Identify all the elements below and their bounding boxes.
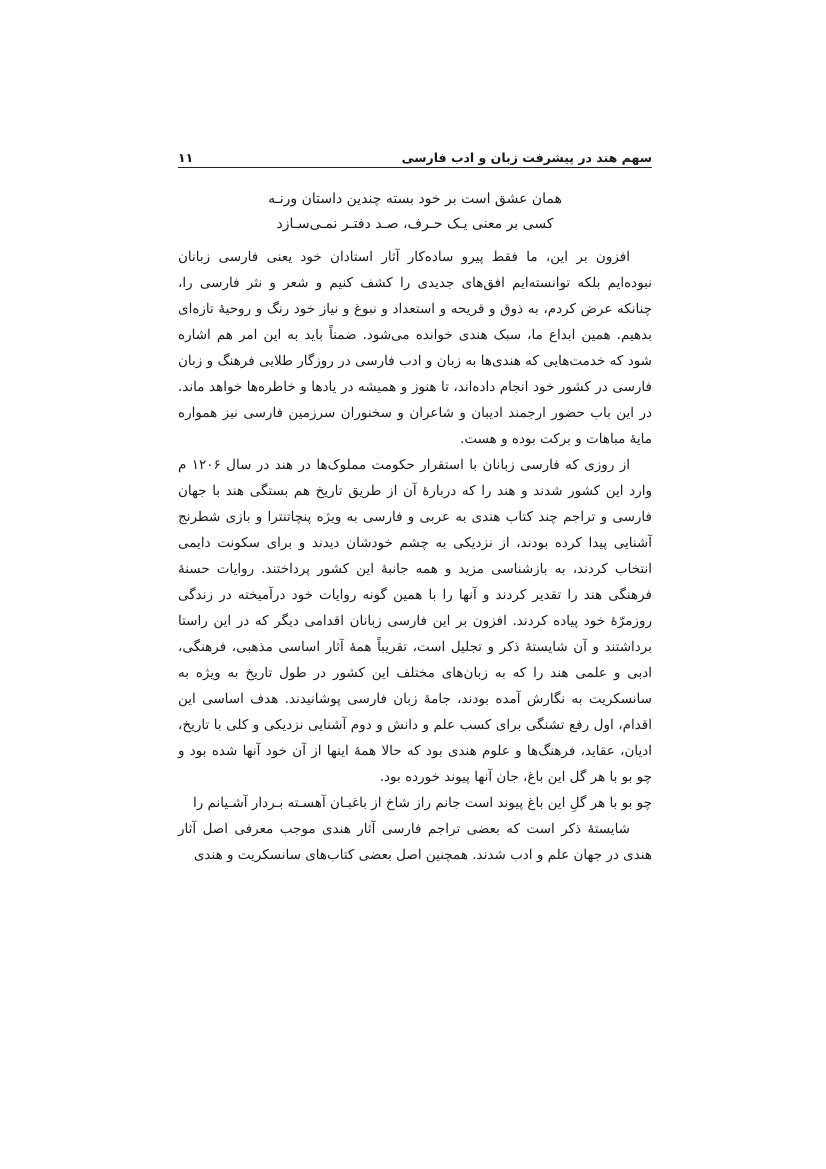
opening-verse (178, 187, 652, 237)
header-rule (178, 167, 652, 168)
couplet (178, 790, 652, 816)
verse-line-2: کسی بر معنی یـک حـرف، صـد دفتـر نمـی‌سـازد (276, 216, 554, 232)
body-text (178, 244, 652, 868)
page-number: ۱۱ (178, 150, 194, 165)
couplet-right-hemistich: چو بو با هر گلِ این باغ پیوند است جانم را (420, 795, 652, 811)
couplet-left-hemistich: ز شاخ از باغبـان آهسـته بـردار آشـیانم را (193, 795, 421, 811)
paragraph-2: از روزی که فارسی زبانان با استقرار حکومت مملوک‌ها در هند در سال ۱۲۰۶ م وارد این کشور شدند و هند را که دربارهٔ آن از طریق تاریخ هم بستگی هند با جهان فارسی و تراجم چند کتاب هندی به عربی و فارسی به ویژه پنچاتنترا و بازی شطرنج آشنایی پیدا کرده بودند، از نزدیکی به چشم خودشان دیدند و برای سکونت دایمی انتخاب کردند، به بازشناسی مزید و همه جانبهٔ این کشور پرداختند. روایات حسنهٔ فرهنگی هند را تقدیر کردند و آنها را با همین گونه روایات خود درآمیخته در زندگی روزمرّهٔ خود پیاده کردند. افزون بر این فارسی زبانان اقدامی دیگر که در این راستا برداشتند و آن شایستهٔ ذکر و تجلیل است، تقریباً همهٔ آثار اساسی مذهبی، فرهنگی، ادبی و علمی هند را که به زبان‌های مختلف این کشور در طول تاریخ به ویژه به سانسکریت به نگارش آمده بودند، جامهٔ زبان فارسی پوشانیدند. هدف اساسی این اقدام، اول رفع تشنگی برای کسب علم و دانش و دوم آشنایی نزدیکی و کلی با تاریخ، ادیان، عقاید، فرهنگ‌ها و علوم هندی بود که حالا همهٔ اینها از آن خود آنها شده بود و چو بو با هر گل این باغ، جان آنها پیوند خورده بود. (178, 457, 652, 785)
paragraph-3: شایستهٔ ذکر است که بعضی تراجم فارسی آثار هندی موجب معرفی اصل آثار هندی در جهان علم و ادب شدند. همچنین اصل بعضی کتاب‌های سانسکریت و هندی (178, 821, 652, 863)
header-title: سهم هند در پیشرفت زبان و ادب فارسی (401, 150, 652, 165)
running-header (178, 143, 652, 165)
verse-line-1: همان عشق است بر خود بسته چندین داستان ورنـه (268, 191, 562, 207)
paragraph-1: افزون بر این، ما فقط پیرو ساده‌کار آثار استادان خود یعنی فارسی زبانان نبوده‌ایم بلکه توانسته‌ایم افق‌های جدیدی را کشف کنیم و شعر و نثر فارسی را، چنانکه عرض کردم، به ذوق و قریحه و استعداد و نبوغ و نیاز خود رنگ و روحیهٔ تازه‌ای بدهیم. همین ابداع ما، سبک هندی خوانده می‌شود. ضمناً باید به این امر هم اشاره شود که خدمت‌هایی که هندی‌ها به زبان و ادب فارسی در روزگار طلایی فرهنگ و زبان فارسی در کشور خود انجام داده‌اند، تا هنوز و همیشه در یادها و خاطره‌ها خواهد ماند. در این باب حضور ارجمند ادیبان و شاعران و سخنوران سرزمین فارسی نیز همواره مایهٔ مباهات و برکت بوده و هست. (178, 249, 652, 447)
